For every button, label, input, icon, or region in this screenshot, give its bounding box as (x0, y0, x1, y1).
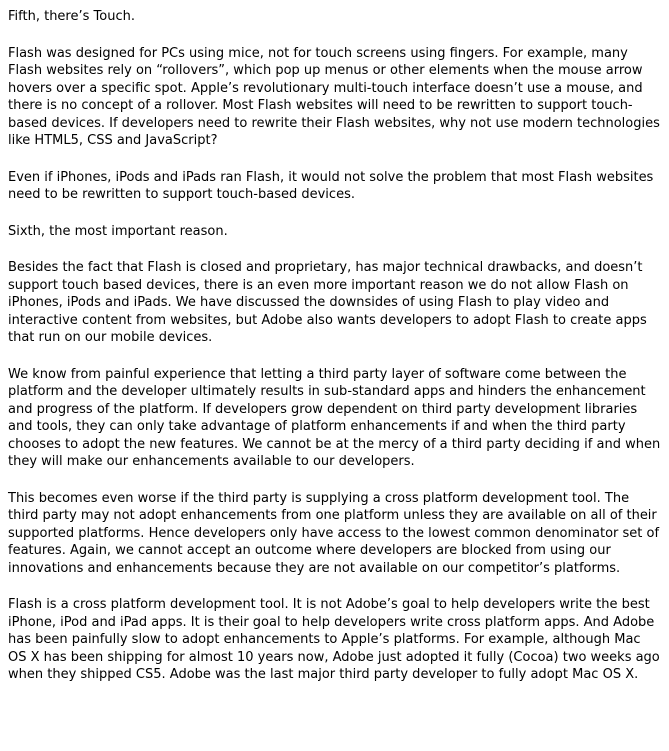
paragraph: We know from painful experience that letting a third party layer of software come between the platform and the developer ultimately results in sub-standard apps and hinders the enhancement and progress of the platform. If developers grow dependent on third party development libraries and tools, they can only take advantage of platform enhancements if and when the third party chooses to adopt the new features. We cannot be at the mercy of a third party deciding if and when they will make our enhancements available to our developers. (8, 366, 661, 469)
paragraph: Flash is a cross platform development tool. It is not Adobe’s goal to help developers write the best iPhone, iPod and iPad apps. It is their goal to help developers write cross platform apps. And Adobe has been painfully slow to adopt enhancements to Apple’s platforms. For example, although Mac OS X has been shipping for almost 10 years now, Adobe just adopted it fully (Cocoa) two weeks ago when they shipped CS5. Adobe was the last major third party developer to fully adopt Mac OS X. (8, 597, 660, 682)
paragraph: Flash was designed for PCs using mice, not for touch screens using fingers. For example, many Flash websites rely on “rollovers”, which pop up menus or other elements when the mouse arrow hovers over a specific spot. Apple’s revolutionary multi-touch interface doesn’t use a mouse, and there is no concept of a rollover. Most Flash websites will need to be rewritten to support touch-based devices. If developers need to rewrite their Flash websites, why not use modern technologies like HTML5, CSS and JavaScript? (8, 45, 660, 148)
paragraph: Sixth, the most important reason. (8, 223, 228, 239)
paragraph: Even if iPhones, iPods and iPads ran Flash, it would not solve the problem that most Flash websites need to be rewritten to support touch-based devices. (8, 169, 654, 202)
paragraph: Besides the fact that Flash is closed and proprietary, has major technical drawbacks, and doesn’t support touch based devices, there is an even more important reason we do not allow Flash on iPhones, iPods and iPads. We have discussed the downsides of using Flash to play video and interactive content from websites, but Adobe also wants developers to adopt Flash to create apps that run on our mobile devices. (8, 260, 647, 345)
paragraph: Fifth, there’s Touch. (8, 9, 135, 24)
paragraph-list (8, 8, 661, 684)
paragraph: This becomes even worse if the third party is supplying a cross platform development tool. The third party may not adopt enhancements from one platform unless they are available on all of their supported platforms. Hence developers only have access to the lowest common denominator set of features. Again, we cannot accept an outcome where developers are blocked from using our innovations and enhancements because they are not available on our competitor’s platforms. (8, 490, 660, 576)
